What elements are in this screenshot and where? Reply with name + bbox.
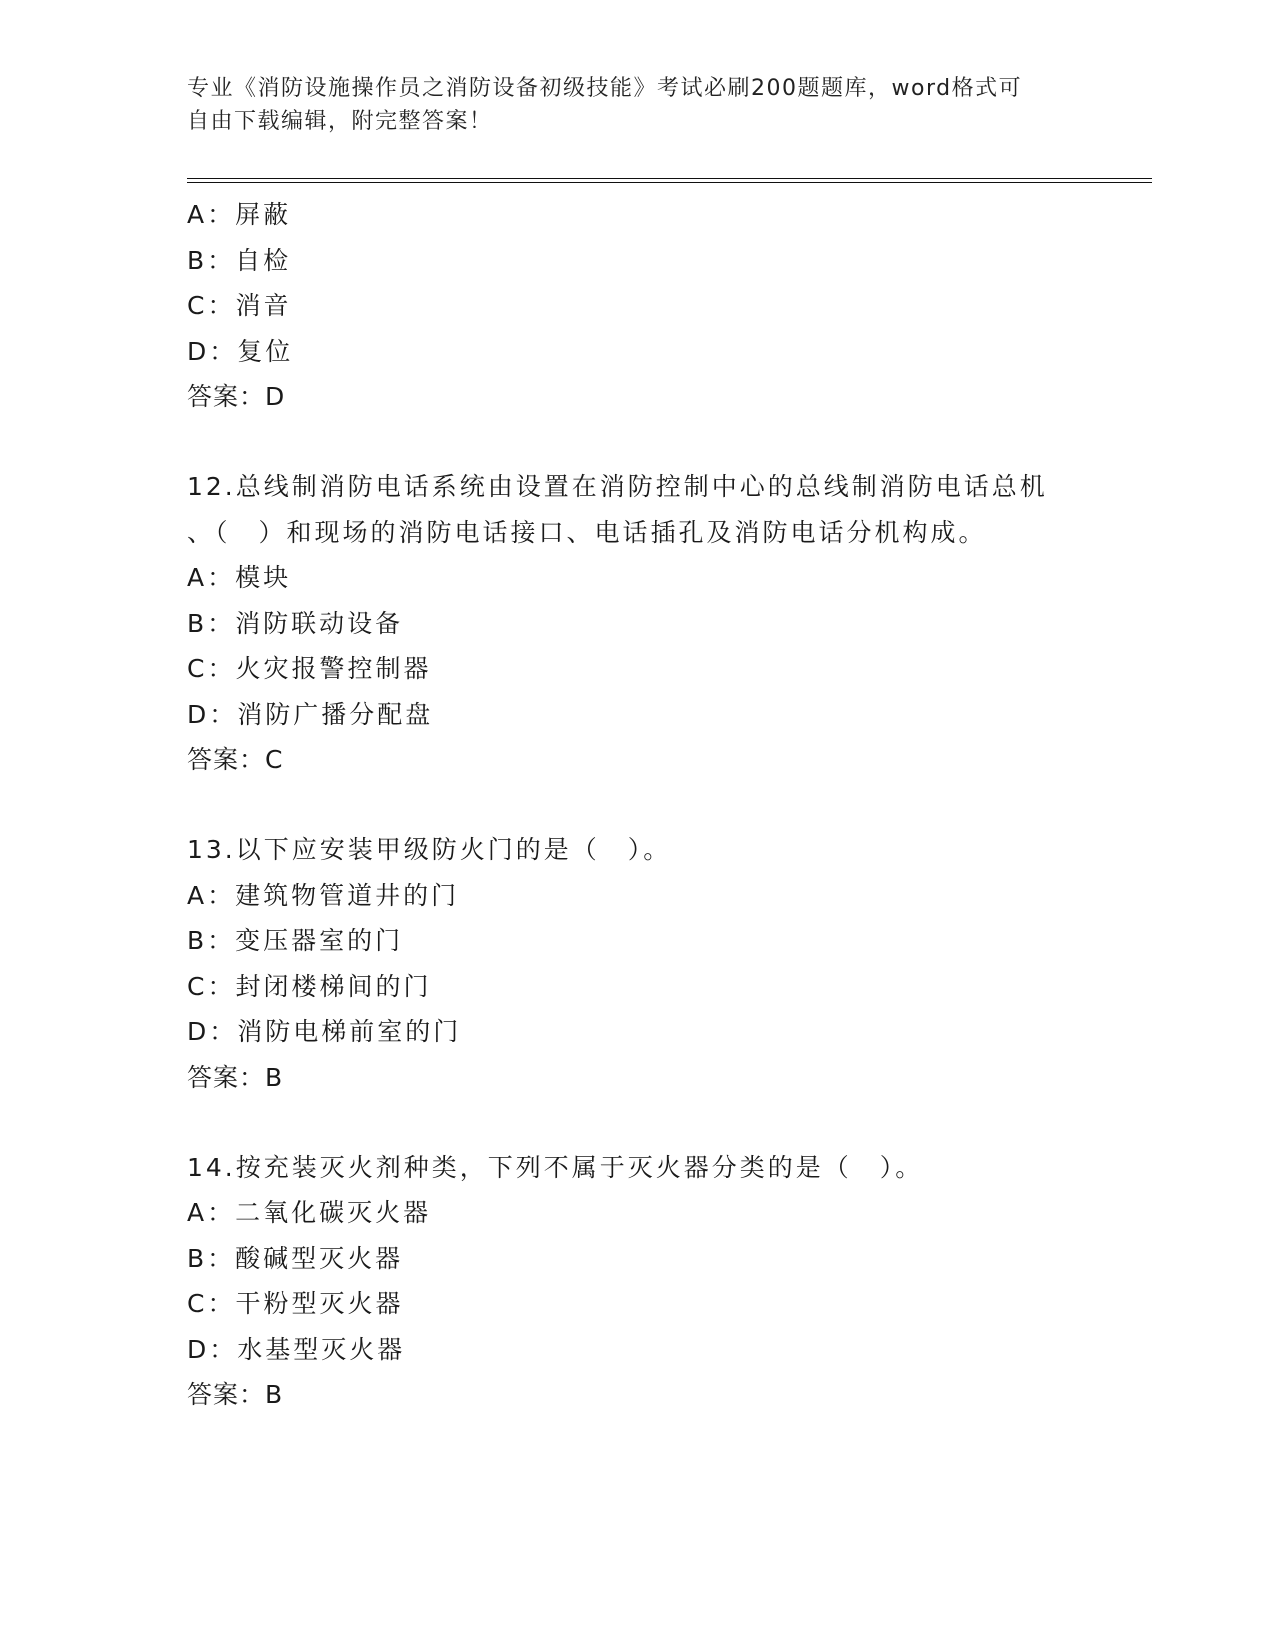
question-stem: 14.按充装灭火剂种类，下列不属于灭火器分类的是（ ）。 xyxy=(187,1152,924,1182)
option-a: A：屏蔽 xyxy=(187,200,292,229)
question-stem: 12.总线制消防电话系统由设置在消防控制中心的总线制消防电话总机 xyxy=(187,472,1048,501)
question-stem: 13.以下应安装甲级防火门的是（ ）。 xyxy=(187,835,672,864)
question-block-12 xyxy=(187,464,1152,783)
option-b: B：变压器室的门 xyxy=(187,926,404,955)
header-line-1: 专业《消防设施操作员之消防设备初级技能》考试必刷200题题库，word格式可 xyxy=(187,76,1023,101)
option-c: C：干粉型灭火器 xyxy=(187,1289,404,1318)
document-header xyxy=(187,72,1087,138)
option-a: A：模块 xyxy=(187,563,292,592)
question-stem: 、（ ）和现场的消防电话接口、电话插孔及消防电话分机构成。 xyxy=(187,517,987,547)
answer-line: 答案：B xyxy=(187,1380,284,1409)
option-d: D：水基型灭火器 xyxy=(187,1334,406,1364)
option-d: D：消防广播分配盘 xyxy=(187,699,434,729)
spacer xyxy=(187,1101,1152,1145)
option-c: C：消音 xyxy=(187,291,292,320)
option-a: A：建筑物管道井的门 xyxy=(187,880,460,910)
option-b: B：自检 xyxy=(187,245,292,275)
option-c: C：火灾报警控制器 xyxy=(187,654,432,683)
spacer xyxy=(187,783,1152,827)
answer-line: 答案：D xyxy=(187,382,286,411)
option-d: D：复位 xyxy=(187,336,294,366)
answer-line: 答案：C xyxy=(187,745,284,774)
header-line-2: 自由下载编辑，附完整答案！ xyxy=(187,109,493,134)
question-list xyxy=(187,192,1152,1418)
option-b: B：消防联动设备 xyxy=(187,608,404,638)
option-b: B：酸碱型灭火器 xyxy=(187,1243,404,1273)
question-block-13 xyxy=(187,827,1152,1101)
spacer xyxy=(187,420,1152,464)
question-block-14 xyxy=(187,1145,1152,1419)
question-block-11 xyxy=(187,192,1152,420)
option-a: A：二氧化碳灭火器 xyxy=(187,1198,432,1227)
answer-line: 答案：B xyxy=(187,1062,284,1092)
option-d: D：消防电梯前室的门 xyxy=(187,1017,462,1046)
option-c: C：封闭楼梯间的门 xyxy=(187,971,432,1001)
header-divider xyxy=(187,178,1152,183)
